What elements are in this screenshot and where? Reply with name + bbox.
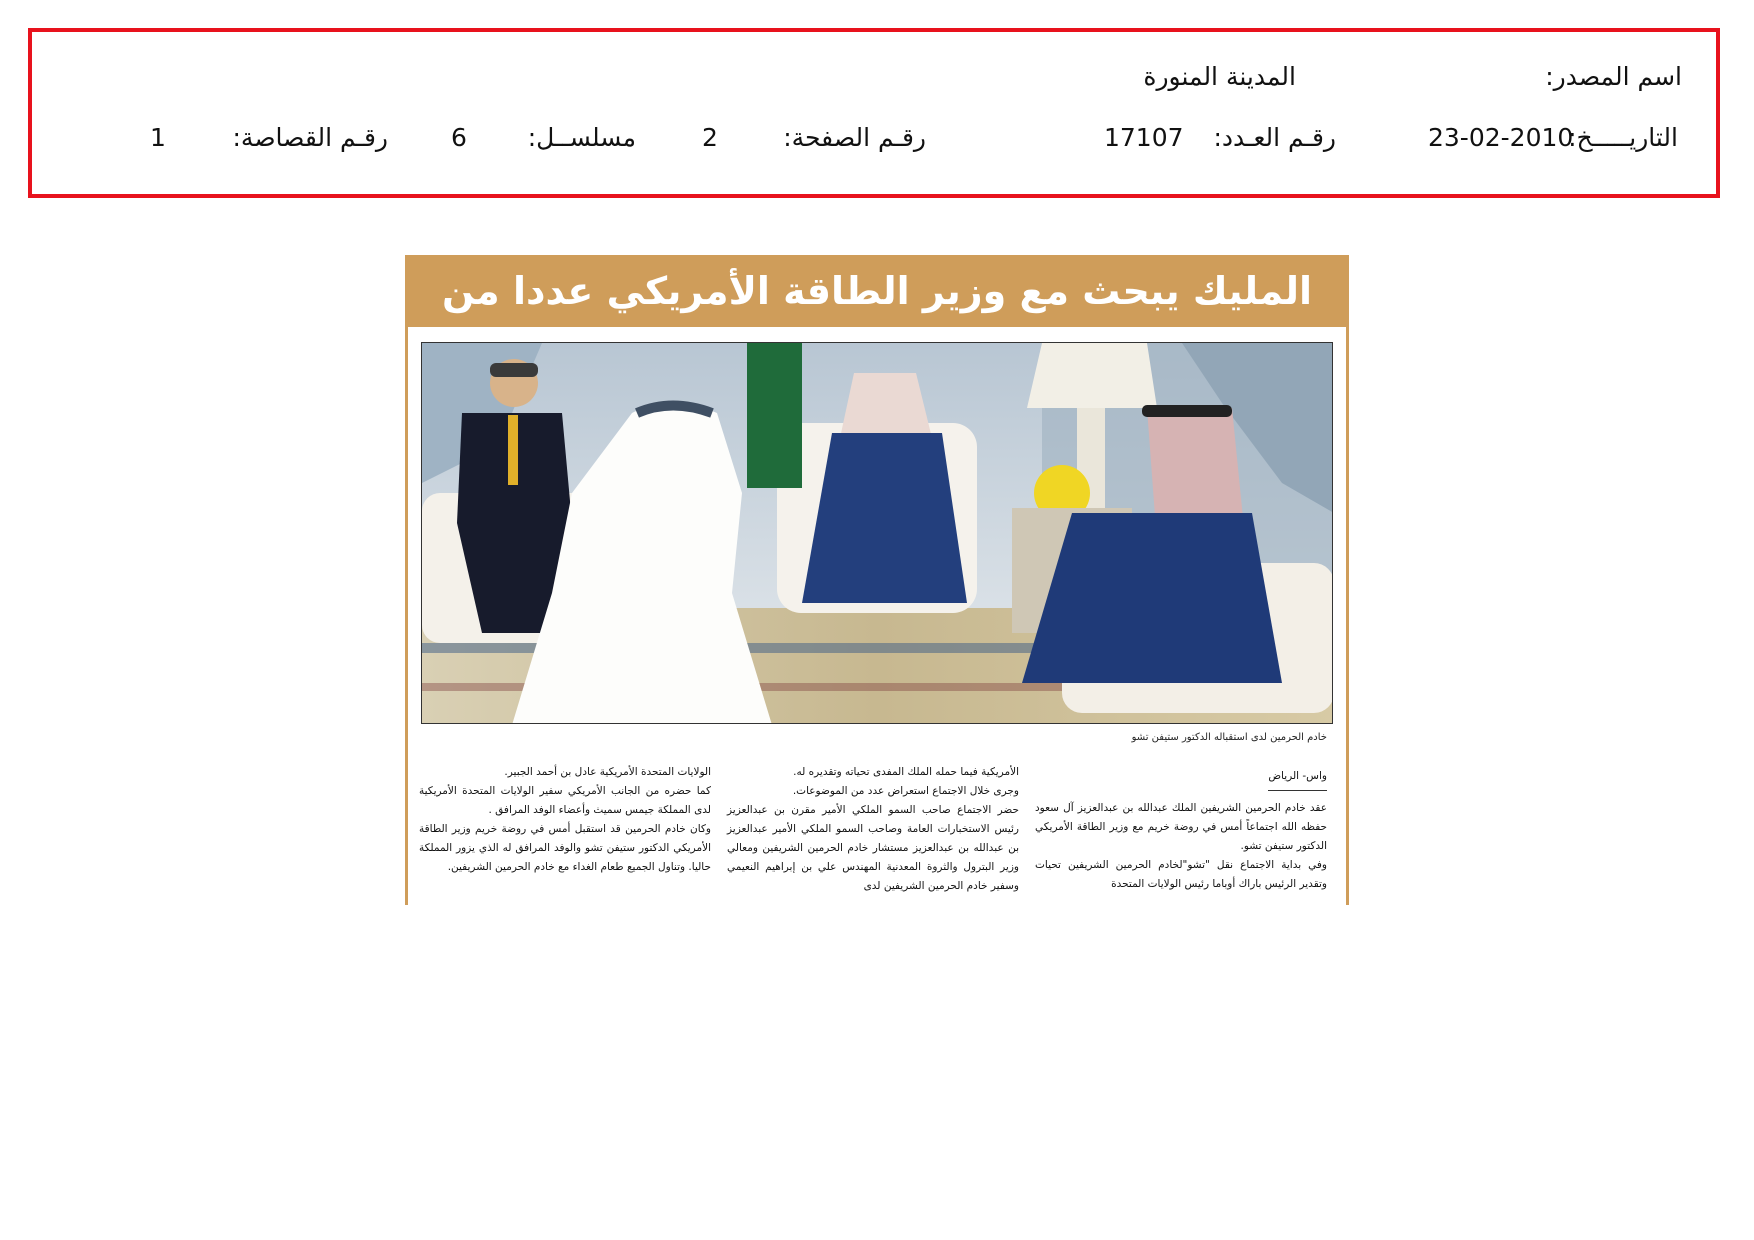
article-column-1 — [1035, 767, 1327, 894]
byline: واس- الرياض — [1268, 767, 1327, 791]
clip-frame-left — [405, 327, 408, 905]
clip-frame-right — [1346, 327, 1349, 905]
issue-label: رقـم العـدد: — [1213, 123, 1336, 152]
page-label: رقـم الصفحة: — [783, 123, 926, 152]
article-paragraph: وجرى خلال الاجتماع استعراض عدد من الموضوعات. — [792, 785, 1019, 797]
article-paragraph: وكان خادم الحرمين قد استقبل أمس في روضة خريم وزير الطاقة الأمريكي الدكتور ستيفن تشو والوفد المرافق له الذي يزور المملكة حاليا. وتناول الجميع طعام الغداء مع خادم الحرمين الشريفين. — [419, 823, 711, 873]
source-value: المدينة المنورة — [1143, 62, 1296, 91]
clip-value: 1 — [150, 123, 166, 152]
article-column-2 — [727, 763, 1019, 896]
article-paragraph: عقد خادم الحرمين الشريفين الملك عبدالله بن عبدالعزيز آل سعود حفظه الله اجتماعاً أمس في روضة خريم مع وزير الطاقة الأمريكي الدكتور ستيفن تشو. — [1035, 802, 1327, 852]
photo-caption: خادم الحرمين لدى استقباله الدكتور ستيفن تشو — [1131, 732, 1327, 743]
metadata-box — [28, 28, 1720, 198]
article-paragraph: كما حضره من الجانب الأمريكي سفير الولايات المتحدة الأمريكية لدى المملكة جيمس سميث وأعضاء الوفد المرافق . — [419, 785, 711, 816]
issue-value: 17107 — [1104, 123, 1184, 152]
article-paragraph: حضر الاجتماع صاحب السمو الملكي الأمير مقرن بن عبدالعزيز رئيس الاستخبارات العامة وصاحب السمو الملكي الأمير عبدالعزيز بن عبدالله بن عبدالعزيز مستشار خادم الحرمين الشريفين ومعالي وزير البترول والثروة المعدنية المهندس علي بن إبراهيم النعيمي وسفير خادم الحرمين الشريفين لدى — [727, 804, 1019, 892]
news-photo — [421, 342, 1333, 724]
date-label: التاريـــــخ: — [1568, 123, 1678, 152]
serial-value: 6 — [451, 123, 467, 152]
news-clipping — [405, 255, 1349, 905]
article-paragraph: الولايات المتحدة الأمريكية عادل بن أحمد الجبير. — [504, 766, 711, 778]
page-value: 2 — [702, 123, 718, 152]
article-column-3 — [419, 763, 711, 877]
headline: المليك يبحث مع وزير الطاقة الأمريكي عددا من — [441, 269, 1313, 313]
article-paragraph: وفي بداية الاجتماع نقل "تشو"لخادم الحرمين الشريفين تحيات وتقدير الرئيس باراك أوباما رئيس الولايات المتحدة — [1035, 859, 1327, 890]
serial-label: مسلســل: — [527, 123, 636, 152]
article-paragraph: الأمريكية فيما حمله الملك المفدى تحياته وتقديره له. — [793, 766, 1019, 778]
source-label: اسم المصدر: — [1545, 62, 1682, 91]
date-value: 23-02-2010 — [1428, 123, 1574, 152]
news-photo-illustration — [422, 343, 1333, 724]
clip-label: رقـم القصاصة: — [232, 123, 388, 152]
